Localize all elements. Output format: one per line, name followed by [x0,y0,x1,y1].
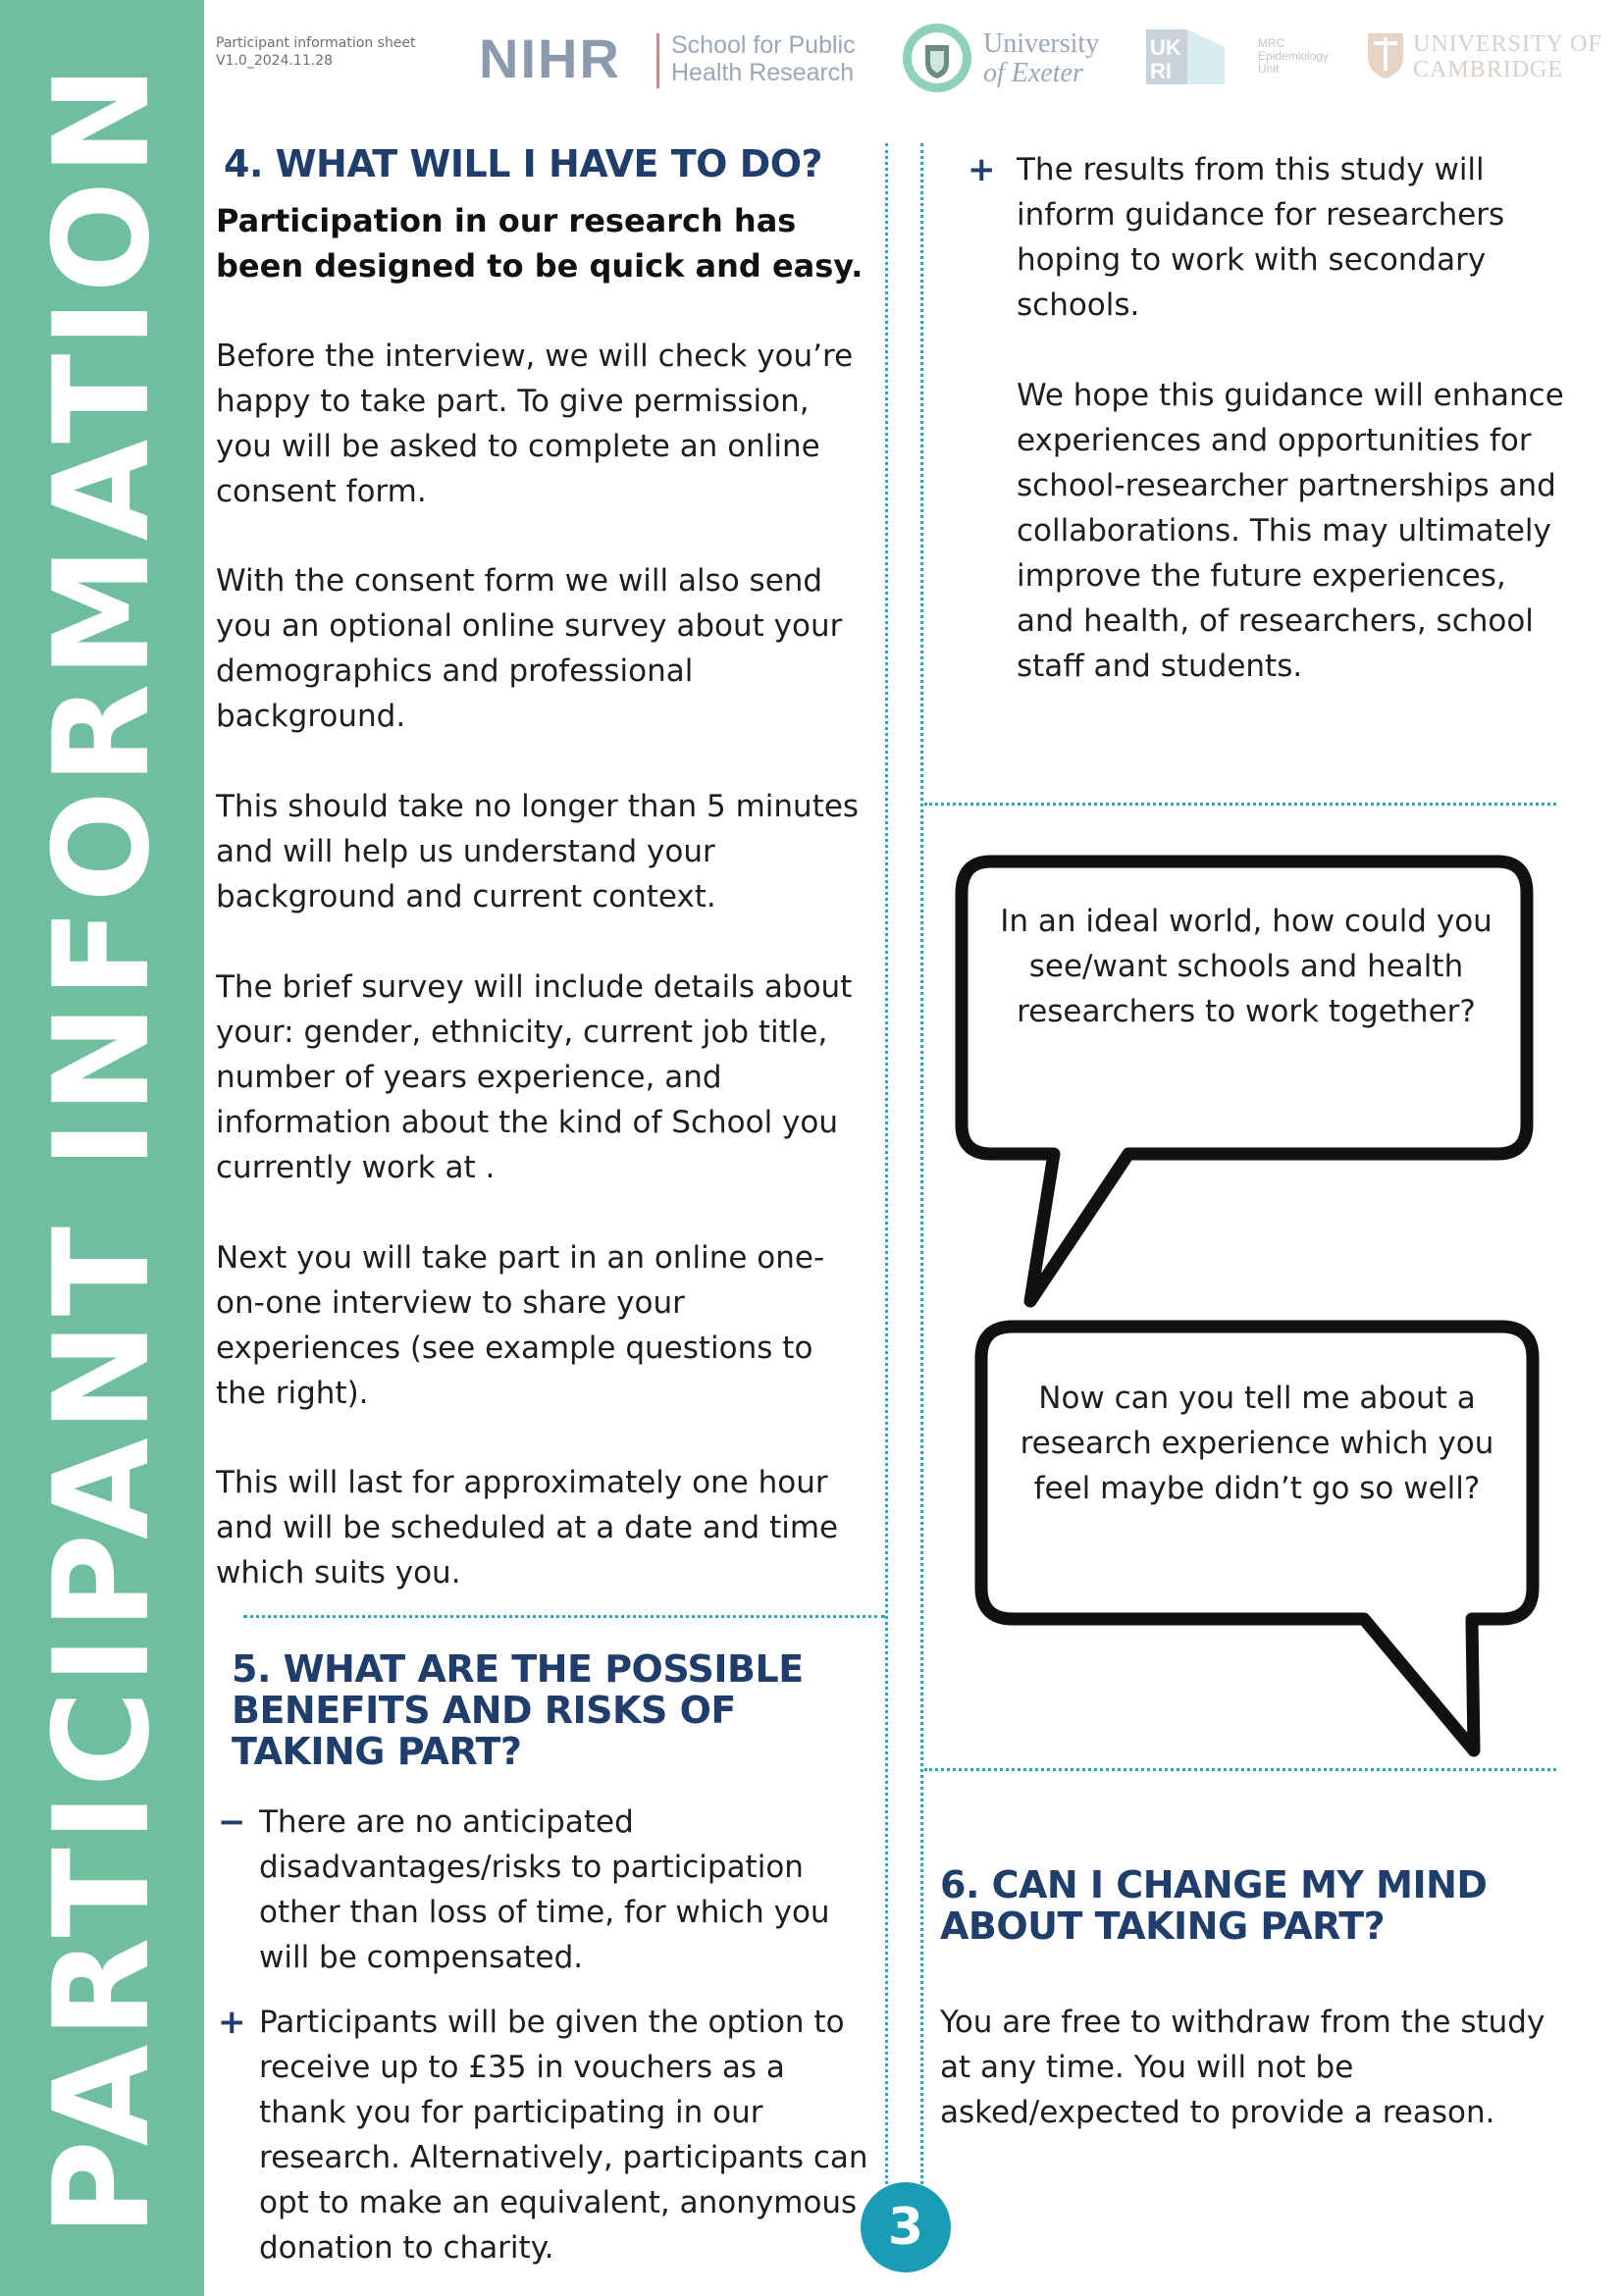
section-6-paragraph: You are free to withdraw from the study at any time. You will not be asked/expected to provide a reason. [940,2005,1545,2130]
cambridge-logo-text [1413,31,1602,82]
mrc-epidemiology-logo-text [1258,37,1329,76]
exeter-line2: of Exeter [983,58,1083,88]
nihr-logo: NIHR [479,27,621,89]
guidance-paragraph: We hope this guidance will enhance experiences and opportunities for school-researcher partnerships and collaborations. This may ultimately improve the future experiences, and health, of researchers, school staff and students. [1017,378,1564,684]
section-5-heading-line1: 5. WHAT ARE THE POSSIBLE [232,1647,804,1691]
question-text: In an ideal world, how could you see/want schools and health researchers to work together? [1000,904,1492,1029]
sidebar [0,0,204,2296]
svg-text:RI: RI [1150,59,1172,83]
nihr-logo-divider [656,33,659,88]
question-bubble-2 [971,1315,1560,1766]
question-text: Now can you tell me about a research experience which you feel maybe didn’t go so well? [1020,1381,1494,1506]
section-4-heading: 4. WHAT WILL I HAVE TO DO? [224,142,823,185]
sheet-label-line1: Participant information sheet [216,35,416,51]
risk-bullet-text: There are no anticipated disadvantages/risks to participation other than loss of time, for which you will be compensated. [259,1804,830,1975]
sheet-label-line2: V1.0_2024.11.28 [216,53,333,69]
section-4-paragraph: The brief survey will include details about your: gender, ethnicity, current job title, number of years experience, and information about the kind of School you currently work at . [216,969,853,1185]
column-divider-right [920,143,923,2184]
cambridge-shield-icon [1366,31,1405,80]
mrc-line2: Epidemiology [1258,49,1330,63]
section-4-paragraph: This will last for approximately one hour and will be scheduled at a date and time which suits you. [216,1465,839,1591]
section-divider-questions [924,803,1556,806]
exeter-logo-text [983,29,1099,88]
section-4-paragraph: Before the interview, we will check you’re happy to take part. To give permission, you will be asked to complete an online consent form. [216,339,854,509]
section-4-paragraph: This should take no longer than 5 minutes and will help us understand your background and current context. [216,789,860,914]
document-version-label [216,34,416,70]
question-bubble-1 [952,854,1541,1315]
sidebar-title: PARTICIPANT INFORMATION [26,59,179,2237]
nihr-school-line2: Health Research [671,59,855,86]
section-5-heading-line2: BENEFITS AND RISKS OF [232,1689,736,1732]
svg-text:UK: UK [1150,35,1181,60]
section-5-heading [232,1648,879,1772]
cambridge-line2: CAMBRIDGE [1413,57,1564,82]
benefit-bullet-text: Participants will be given the option to receive up to £35 in vouchers as a thank you for participating in our research. Alternatively, participants can opt to make an equivalent, anonymous donation to charity. [259,2005,868,2266]
minus-icon: − [218,1802,246,1842]
nihr-school-line1: School for Public [671,31,856,59]
section-6-heading-line2: ABOUT TAKING PART? [940,1905,1386,1948]
section-6-heading [940,1864,1568,1947]
results-bullet-text: The results from this study will inform guidance for researchers hoping to work with secondary schools. [1017,152,1505,323]
nihr-school-name [671,31,856,86]
plus-icon: + [218,2003,246,2042]
section-6-heading-line1: 6. CAN I CHANGE MY MIND [940,1863,1488,1906]
column-divider-left [885,143,888,2184]
cambridge-line1: UNIVERSITY OF [1413,31,1602,57]
mrc-line1: MRC [1258,36,1285,50]
section-divider-6 [924,1768,1556,1771]
plus-icon: + [968,150,996,189]
exeter-line1: University [983,28,1100,59]
section-divider-5 [243,1615,885,1618]
page-number-badge: 3 [861,2182,951,2272]
section-5-heading-line3: TAKING PART? [232,1730,522,1773]
exeter-crest-icon [901,22,973,94]
section-4-paragraph: Next you will take part in an online one-on-one interview to share your experiences (see example questions to the right). [216,1240,825,1411]
section-4-lead: Participation in our research has been designed to be quick and easy. [216,202,864,285]
mrc-line3: Unit [1258,62,1280,76]
ukri-logo-icon [1146,29,1225,84]
section-4-paragraph: With the consent form we will also send you an optional online survey about your demographics and professional background. [216,563,843,734]
